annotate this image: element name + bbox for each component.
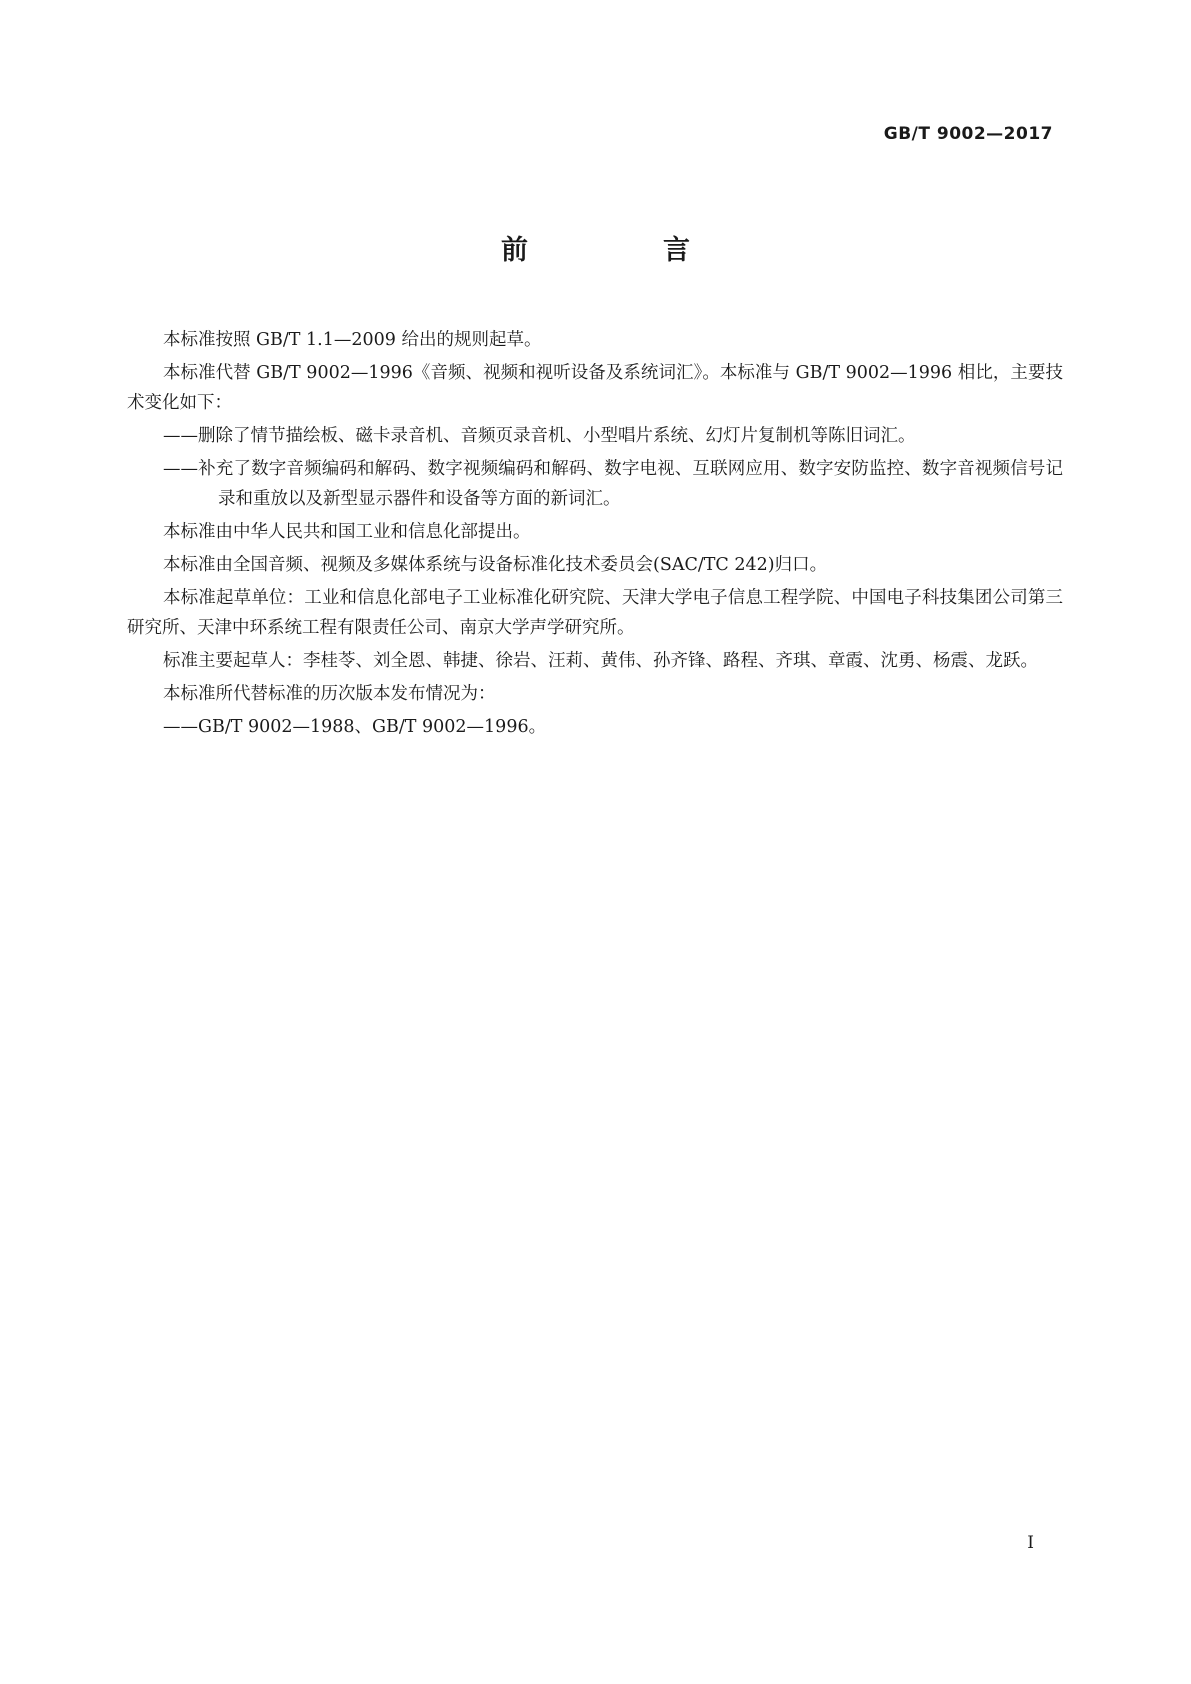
paragraph-previous-editions: 本标准所代替标准的历次版本发布情况为：	[163, 684, 496, 704]
paragraph-drafting-rules: 本标准按照 GB/T 1.1—2009 给出的规则起草。	[163, 330, 542, 350]
foreword-body	[127, 325, 1063, 745]
page-number: I	[1027, 1533, 1034, 1553]
list-item-deleted-terms: ——删除了情节描绘板、磁卡录音机、音频页录音机、小型唱片系统、幻灯片复制机等陈旧词汇。	[163, 426, 916, 446]
paragraph-drafting-units: 本标准起草单位：工业和信息化部电子工业标准化研究院、天津大学电子信息工程学院、中国电子科技集团公司第三研究所、天津中环系统工程有限责任公司、南京大学声学研究所。	[127, 588, 1063, 638]
list-item-added-terms: ——补充了数字音频编码和解码、数字视频编码和解码、数字电视、互联网应用、数字安防监控、数字音视频信号记录和重放以及新型显示器件和设备等方面的新词汇。	[163, 459, 1063, 509]
list-item-previous-editions: ——GB/T 9002—1988、GB/T 9002—1996。	[163, 717, 547, 737]
paragraph-proposed-by: 本标准由中华人民共和国工业和信息化部提出。	[163, 522, 531, 542]
paragraph-replaces-standard: 本标准代替 GB/T 9002—1996《音频、视频和视听设备及系统词汇》。本标准与 GB/T 9002—1996 相比，主要技术变化如下：	[127, 363, 1063, 413]
standard-code-header: GB/T 9002—2017	[883, 124, 1053, 144]
paragraph-drafters: 标准主要起草人：李桂苓、刘全恩、韩捷、徐岩、汪莉、黄伟、孙齐锋、路程、齐琪、章霞、沈勇、杨震、龙跃。	[163, 651, 1038, 671]
section-title: 前 言	[501, 235, 744, 266]
paragraph-centralized-by: 本标准由全国音频、视频及多媒体系统与设备标准化技术委员会(SAC/TC 242)归口。	[163, 555, 828, 575]
